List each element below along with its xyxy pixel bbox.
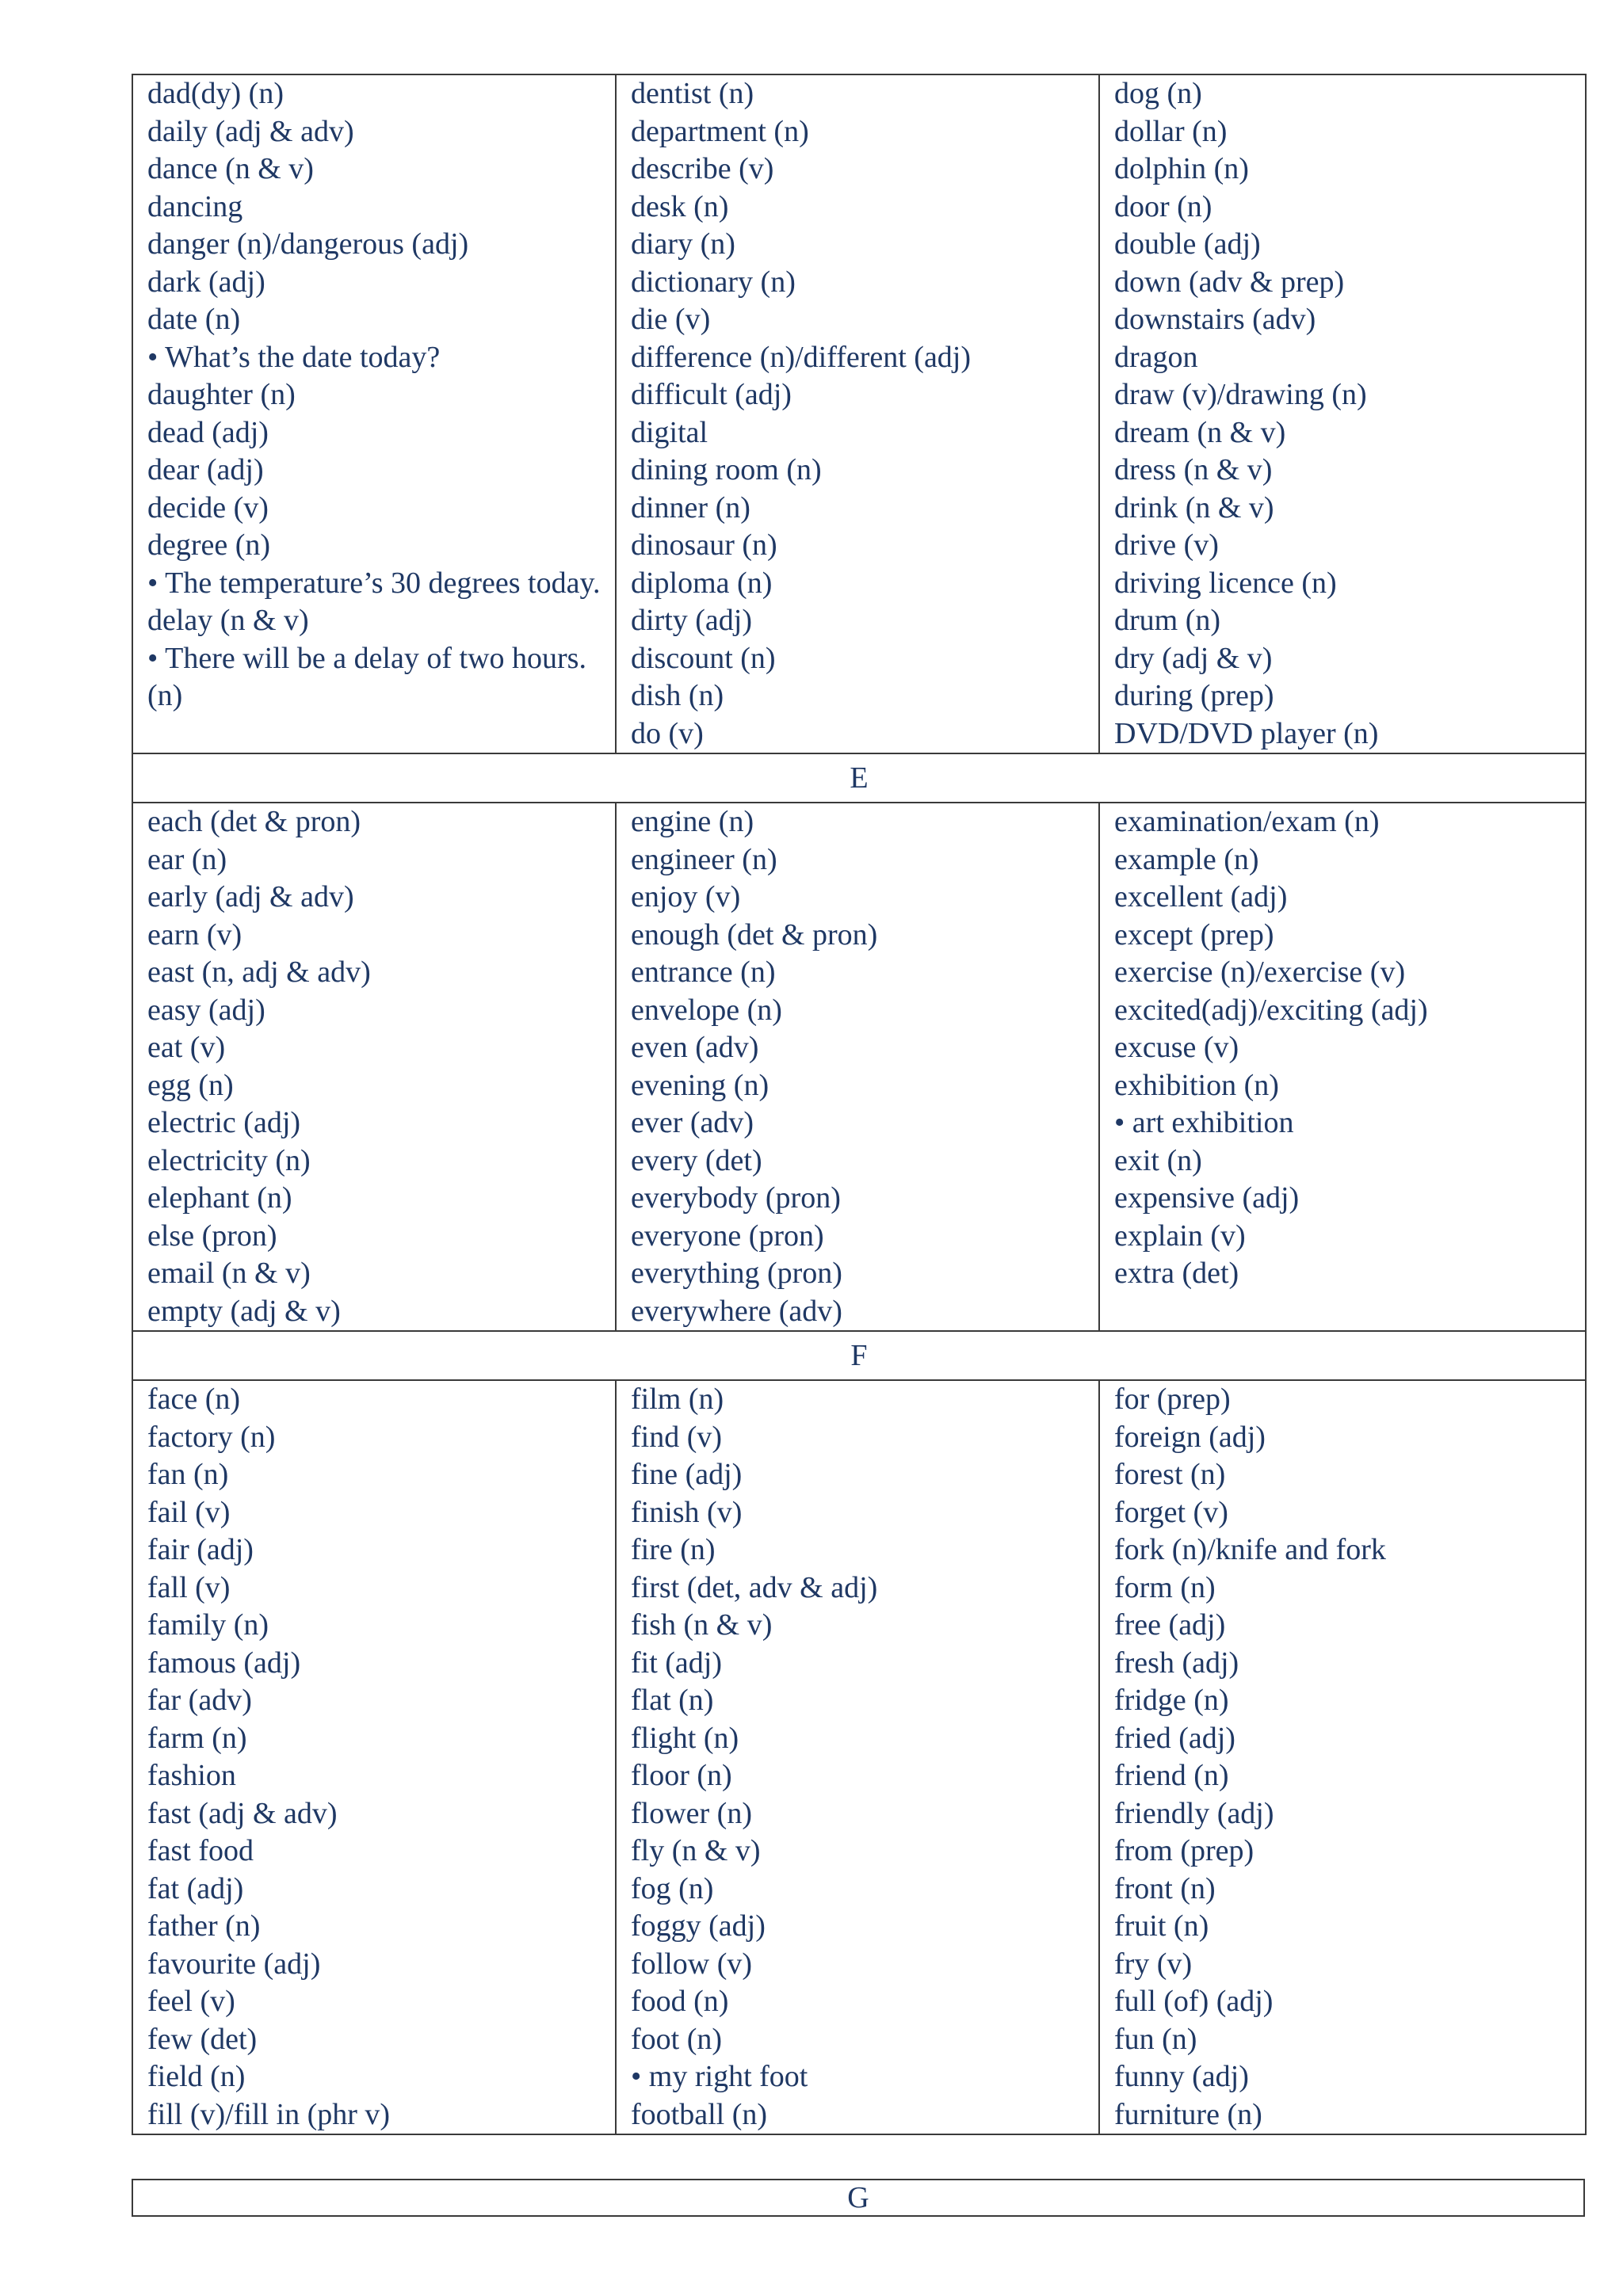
vocab-entry: fine (adj): [631, 1458, 743, 1491]
vocab-entry: foreign (adj): [1114, 1420, 1266, 1454]
vocab-entry: fall (v): [147, 1570, 231, 1604]
vocab-entry: dinosaur (n): [631, 528, 777, 562]
vocab-entry: friend (n): [1114, 1759, 1229, 1792]
vocab-entry: electricity (n): [147, 1143, 311, 1177]
vocab-entry: during (prep): [1114, 679, 1274, 712]
vocab-entry: ear (n): [147, 842, 227, 876]
vocab-entry: entrance (n): [631, 955, 776, 989]
vocab-entry: degree (n): [147, 528, 271, 562]
vocab-entry: fan (n): [147, 1458, 229, 1491]
vocab-entry: difference (n)/different (adj): [631, 340, 972, 374]
vocab-entry: • The temperature’s 30 degrees today.: [147, 566, 601, 600]
vocab-entry: foot (n): [631, 2022, 723, 2056]
vocab-entry: difficult (adj): [631, 378, 792, 411]
vocab-entry: dog (n): [1114, 77, 1202, 110]
vocab-entry: except (prep): [1114, 917, 1274, 952]
vocab-entry: forest (n): [1114, 1458, 1226, 1491]
vocab-entry: fly (n & v): [631, 1834, 761, 1867]
vocab-entry: ever (adv): [631, 1106, 754, 1139]
vocab-entry: drum (n): [1114, 604, 1221, 637]
vocab-entry: dirty (adj): [631, 604, 753, 637]
vocab-entry: drive (v): [1114, 528, 1219, 562]
vocab-entry: explain (v): [1114, 1219, 1246, 1253]
vocab-entry: easy (adj): [147, 993, 265, 1027]
vocab-entry: few (det): [147, 2022, 258, 2056]
vocab-entry: film (n): [631, 1383, 724, 1416]
vocab-entry: engine (n): [631, 805, 754, 838]
word-column: [616, 74, 1099, 753]
vocab-entry: • What’s the date today?: [147, 340, 441, 374]
vocab-entry: dictionary (n): [631, 265, 796, 299]
vocab-entry: east (n, adj & adv): [147, 955, 371, 989]
section-g-header-row: [132, 2180, 1584, 2216]
vocab-entry: egg (n): [147, 1068, 234, 1102]
vocab-entry: decide (v): [147, 490, 269, 524]
next-section-table: [132, 2179, 1585, 2217]
vocabulary-table: [132, 74, 1587, 2135]
vocab-entry: double (adj): [1114, 227, 1261, 261]
word-column: [132, 1380, 616, 2134]
vocab-entry: fire (n): [631, 1533, 716, 1566]
vocab-entry: dancing: [147, 189, 243, 223]
vocab-entry: • There will be a delay of two hours. (n): [147, 641, 586, 712]
vocab-entry: earn (v): [147, 917, 242, 952]
vocab-entry: famous (adj): [147, 1646, 301, 1680]
word-column: [1099, 803, 1586, 1331]
vocab-entry: even (adv): [631, 1031, 759, 1064]
vocab-entry: fat (adj): [147, 1871, 244, 1905]
vocab-entry: fair (adj): [147, 1533, 254, 1566]
vocab-entry: for (prep): [1114, 1383, 1231, 1416]
vocab-entry: excited(adj)/exciting (adj): [1114, 993, 1428, 1027]
vocab-entry: dress (n & v): [1114, 453, 1273, 486]
vocab-entry: family (n): [147, 1608, 269, 1642]
vocab-entry: everyone (pron): [631, 1219, 824, 1253]
vocab-entry: drink (n & v): [1114, 490, 1274, 524]
vocab-entry: favourite (adj): [147, 1947, 321, 1981]
vocab-entry: dream (n & v): [1114, 415, 1286, 449]
vocab-entry: describe (v): [631, 152, 774, 185]
vocab-entry: engineer (n): [631, 842, 777, 876]
vocab-entry: floor (n): [631, 1759, 732, 1792]
vocab-entry: dark (adj): [147, 265, 265, 299]
vocab-entry: fork (n)/knife and fork: [1114, 1533, 1386, 1566]
vocab-entry: fail (v): [147, 1495, 231, 1529]
vocab-entry: furniture (n): [1114, 2097, 1262, 2131]
vocab-entry: • art exhibition: [1114, 1106, 1294, 1139]
vocab-entry: diary (n): [631, 227, 735, 261]
vocab-entry: fun (n): [1114, 2022, 1197, 2056]
vocab-entry: do (v): [631, 716, 704, 750]
vocab-entry: football (n): [631, 2097, 768, 2131]
vocab-entry: follow (v): [631, 1947, 753, 1981]
section-letter-heading: E: [132, 753, 1586, 803]
vocab-entry: exhibition (n): [1114, 1068, 1279, 1102]
word-column: [1099, 1380, 1586, 2134]
vocab-entry: dad(dy) (n): [147, 77, 284, 110]
vocab-entry: everywhere (adv): [631, 1294, 842, 1328]
vocab-entry: early (adj & adv): [147, 880, 354, 913]
section-d-words-row: [132, 74, 1586, 753]
vocab-entry: everything (pron): [631, 1257, 842, 1290]
vocab-entry: factory (n): [147, 1420, 276, 1454]
vocab-entry: draw (v)/drawing (n): [1114, 378, 1367, 411]
section-letter-heading: G: [132, 2180, 1584, 2216]
vocab-entry: friendly (adj): [1114, 1796, 1274, 1830]
vocab-entry: DVD/DVD player (n): [1114, 716, 1379, 750]
vocab-entry: exercise (n)/exercise (v): [1114, 955, 1406, 989]
vocab-entry: dining room (n): [631, 453, 822, 486]
vocab-entry: dentist (n): [631, 77, 754, 110]
vocab-entry: fish (n & v): [631, 1608, 773, 1642]
vocab-entry: free (adj): [1114, 1608, 1226, 1642]
vocab-entry: excuse (v): [1114, 1031, 1239, 1064]
vocab-entry: expensive (adj): [1114, 1181, 1300, 1215]
vocab-entry: discount (n): [631, 641, 776, 675]
vocab-entry: fit (adj): [631, 1646, 723, 1680]
word-column: [616, 1380, 1099, 2134]
vocab-entry: funny (adj): [1114, 2060, 1249, 2093]
vocab-entry: die (v): [631, 303, 711, 336]
vocab-entry: digital: [631, 415, 708, 449]
vocab-entry: everybody (pron): [631, 1181, 841, 1215]
vocab-entry: extra (det): [1114, 1257, 1239, 1290]
vocab-entry: daughter (n): [147, 378, 296, 411]
vocab-entry: date (n): [147, 303, 241, 336]
vocab-entry: finish (v): [631, 1495, 743, 1529]
vocab-entry: examination/exam (n): [1114, 805, 1380, 838]
vocab-entry: fresh (adj): [1114, 1646, 1239, 1680]
vocab-entry: enjoy (v): [631, 880, 741, 913]
vocab-entry: dance (n & v): [147, 152, 314, 185]
vocab-entry: food (n): [631, 1985, 729, 2018]
vocab-entry: dish (n): [631, 679, 724, 712]
vocab-entry: desk (n): [631, 189, 729, 223]
vocab-entry: fry (v): [1114, 1947, 1193, 1981]
section-e-words-row: [132, 803, 1586, 1331]
vocab-entry: exit (n): [1114, 1143, 1202, 1177]
vocab-entry: • my right foot: [631, 2060, 808, 2093]
vocab-entry: dollar (n): [1114, 114, 1228, 148]
section-f-header-row: [132, 1331, 1586, 1380]
vocab-entry: dinner (n): [631, 490, 750, 524]
vocab-entry: fast food: [147, 1834, 254, 1867]
vocab-entry: evening (n): [631, 1068, 769, 1102]
vocab-entry: find (v): [631, 1420, 723, 1454]
vocab-entry: dear (adj): [147, 453, 264, 486]
vocab-entry: eat (v): [147, 1031, 226, 1064]
section-e-header-row: [132, 753, 1586, 803]
word-column: [616, 803, 1099, 1331]
vocab-entry: farm (n): [147, 1721, 247, 1755]
vocab-entry: fast (adj & adv): [147, 1796, 338, 1830]
vocab-entry: first (det, adv & adj): [631, 1570, 878, 1604]
vocab-entry: form (n): [1114, 1570, 1216, 1604]
section-letter-heading: F: [132, 1331, 1586, 1380]
vocab-entry: full (of) (adj): [1114, 1985, 1274, 2018]
vocab-entry: fashion: [147, 1759, 236, 1792]
vocab-entry: fill (v)/fill in (phr v): [147, 2097, 391, 2131]
vocab-entry: feel (v): [147, 1985, 235, 2018]
vocab-entry: flower (n): [631, 1796, 752, 1830]
vocab-entry: flight (n): [631, 1721, 739, 1755]
vocab-entry: example (n): [1114, 842, 1259, 876]
vocab-entry: diploma (n): [631, 566, 773, 600]
word-column: [132, 74, 616, 753]
vocab-entry: fried (adj): [1114, 1721, 1235, 1755]
word-column: [132, 803, 616, 1331]
vocab-entry: far (adv): [147, 1684, 252, 1717]
vocab-entry: down (adv & prep): [1114, 265, 1345, 299]
vocab-entry: every (det): [631, 1143, 762, 1177]
vocab-entry: danger (n)/dangerous (adj): [147, 227, 469, 261]
vocab-entry: email (n & v): [147, 1257, 311, 1290]
vocab-entry: enough (det & pron): [631, 917, 878, 952]
vocab-entry: from (prep): [1114, 1834, 1254, 1867]
vocab-entry: door (n): [1114, 189, 1212, 223]
vocab-entry: dragon: [1114, 340, 1198, 374]
vocab-entry: each (det & pron): [147, 805, 361, 838]
vocab-entry: fog (n): [631, 1871, 714, 1905]
vocab-entry: field (n): [147, 2060, 246, 2093]
vocab-entry: empty (adj & v): [147, 1294, 341, 1328]
vocab-entry: delay (n & v): [147, 604, 309, 637]
vocab-entry: dead (adj): [147, 415, 269, 449]
vocab-entry: father (n): [147, 1909, 261, 1943]
vocab-entry: downstairs (adv): [1114, 303, 1316, 336]
vocab-entry: fridge (n): [1114, 1684, 1229, 1717]
vocab-entry: else (pron): [147, 1219, 277, 1253]
section-f-words-row: [132, 1380, 1586, 2134]
vocab-entry: front (n): [1114, 1871, 1216, 1905]
vocab-entry: forget (v): [1114, 1495, 1228, 1529]
vocab-entry: foggy (adj): [631, 1909, 766, 1943]
vocab-entry: flat (n): [631, 1684, 714, 1717]
vocab-entry: elephant (n): [147, 1181, 292, 1215]
word-column: [1099, 74, 1586, 753]
vocab-entry: excellent (adj): [1114, 880, 1288, 913]
vocab-entry: face (n): [147, 1383, 241, 1416]
vocab-entry: dry (adj & v): [1114, 641, 1273, 675]
vocab-entry: fruit (n): [1114, 1909, 1209, 1943]
vocab-entry: daily (adj & adv): [147, 114, 354, 148]
vocab-entry: driving licence (n): [1114, 566, 1337, 600]
vocab-entry: electric (adj): [147, 1106, 301, 1139]
vocab-entry: dolphin (n): [1114, 152, 1249, 185]
vocab-entry: envelope (n): [631, 993, 782, 1027]
vocab-entry: department (n): [631, 114, 809, 148]
